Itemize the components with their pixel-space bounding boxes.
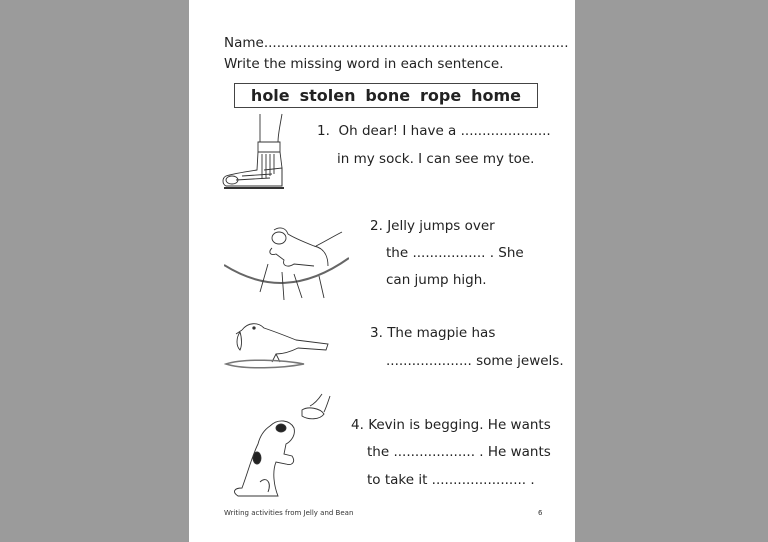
sock-illustration-icon [222, 112, 302, 192]
question-4-line-2: the ................... . He wants [367, 444, 551, 460]
instruction-text: Write the missing word in each sentence. [224, 56, 504, 72]
cat-on-rope-illustration-icon [224, 220, 349, 300]
page-number: 6 [538, 509, 543, 517]
footer-source: Writing activities from Jelly and Bean [224, 509, 354, 517]
question-1-line-1: 1. Oh dear! I have a ..................... [317, 123, 551, 139]
dog-begging-illustration-icon [224, 392, 344, 502]
name-field-line: Name....................................................................... [224, 35, 569, 51]
word-bank-item: hole [250, 86, 290, 105]
question-2-line-2: the ................. . She [386, 245, 524, 261]
question-3-line-2: .................... some jewels. [386, 353, 564, 369]
question-number: 2. [370, 218, 383, 234]
worksheet-page [189, 0, 575, 542]
question-number: 3. [370, 325, 383, 341]
question-4-line-1: 4. Kevin is begging. He wants [351, 417, 551, 433]
question-number: 1. [317, 123, 330, 139]
word-bank [234, 83, 538, 108]
magpie-illustration-icon [224, 318, 334, 370]
question-2-line-1: 2. Jelly jumps over [370, 218, 495, 234]
question-4-line-3: to take it ...................... . [367, 472, 535, 488]
question-2-line-3: can jump high. [386, 272, 487, 288]
word-bank-item: bone [365, 86, 411, 105]
word-bank-item: home [471, 86, 521, 105]
word-bank-item: stolen [299, 86, 356, 105]
word-bank-item: rope [419, 86, 462, 105]
question-number: 4. [351, 417, 364, 433]
question-1-line-2: in my sock. I can see my toe. [337, 151, 535, 167]
question-3-line-1: 3. The magpie has [370, 325, 496, 341]
